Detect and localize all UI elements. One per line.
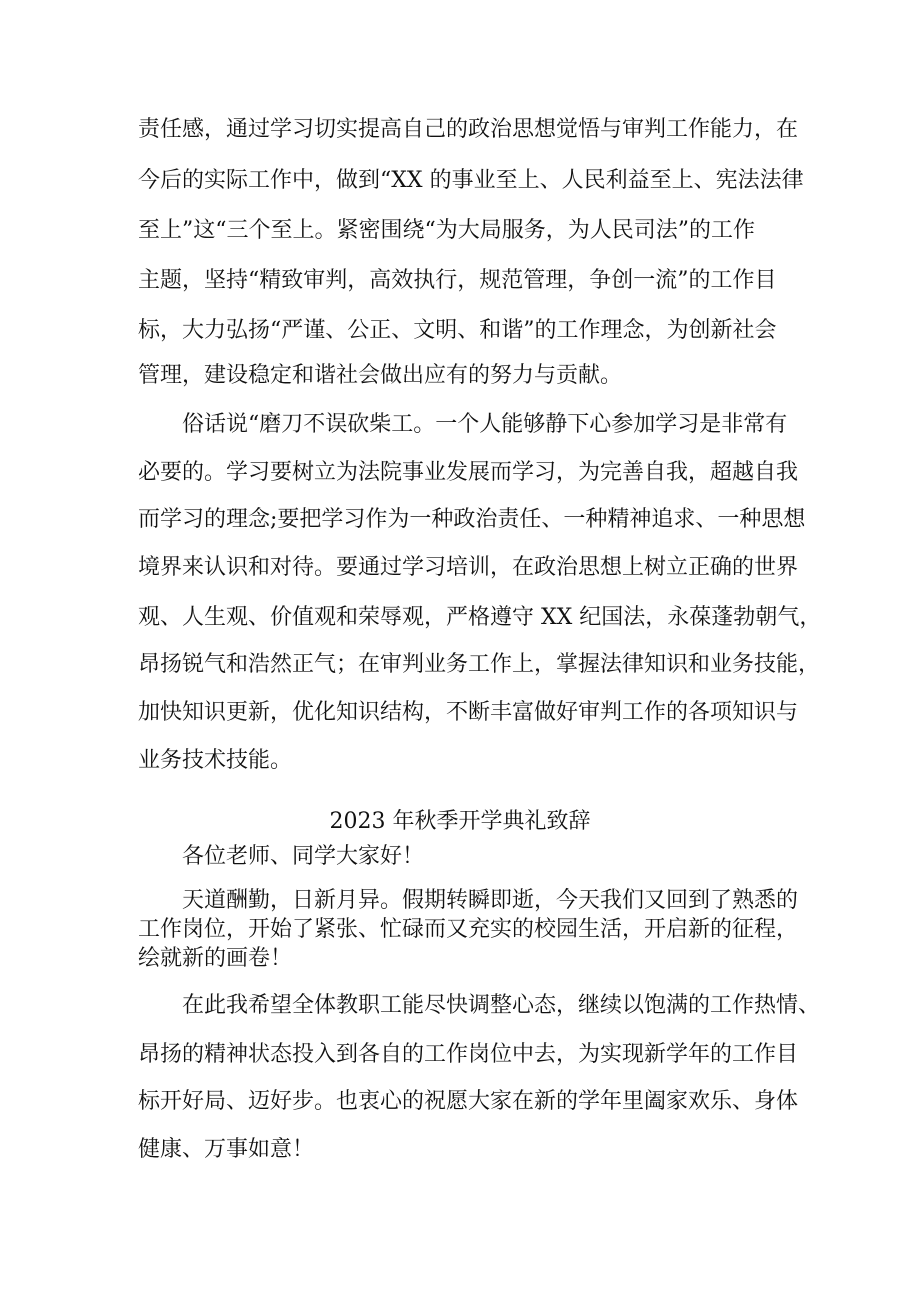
speech-title: 2023 年秋季开学典礼致辞 — [329, 809, 591, 834]
body-text-line: 必要的。学习要树立为法院事业发展而学习，为完善自我，超越自我 — [138, 460, 799, 485]
speech-text-line: 在此我希望全体教职工能尽快调整心态，继续以饱满的工作热情、 — [138, 993, 821, 1018]
speech-text-line: 工作岗位，开始了紧张、忙碌而又充实的校园生活，开启新的征程， — [138, 917, 799, 942]
speech-text-line: 标开好局、迈好步。也衷心的祝愿大家在新的学年里阖家欢乐、身体 — [138, 1089, 799, 1114]
body-text-line: 标，大力弘扬“严谨、公正、文明、和谐”的工作理念，为创新社会 — [138, 318, 777, 343]
speech-greeting: 各位老师、同学大家好！ — [138, 844, 425, 869]
speech-text-line: 健康、万事如意！ — [138, 1137, 315, 1162]
body-text-line: 昂扬锐气和浩然正气；在审判业务工作上，掌握法律知识和业务技能， — [138, 652, 821, 677]
body-text-line: 主题，坚持“精致审判，高效执行，规范管理，争创一流”的工作目 — [138, 268, 777, 293]
body-text-line: 而学习的理念;要把学习作为一种政治责任、一种精神追求、一种思想 — [138, 507, 806, 532]
body-text-line: 今后的实际工作中，做到“XX 的事业至上、人民利益至上、宪法法律 — [138, 168, 804, 193]
speech-text-line: 昂扬的精神状态投入到各自的工作岗位中去，为实现新学年的工作目 — [138, 1042, 799, 1067]
body-text-line: 责任感，通过学习切实提高自己的政治思想觉悟与审判工作能力，在 — [138, 117, 799, 142]
speech-text-line: 绘就新的画卷！ — [138, 946, 293, 971]
body-text-line: 观、人生观、价值观和荣辱观，严格遵守 XX 纪国法，永葆蓬勃朝气， — [138, 605, 822, 630]
body-text-line: 至上”这“三个至上。紧密围绕“为大局服务，为人民司法”的工作 — [138, 218, 755, 243]
body-text-line: 俗话说“磨刀不误砍柴工。一个人能够静下心参加学习是非常有 — [138, 412, 788, 437]
body-text-line: 加快知识更新，优化知识结构，不断丰富做好审判工作的各项知识与 — [138, 700, 799, 725]
body-text-line: 业务技术技能。 — [138, 748, 293, 773]
body-text-line: 管理，建设稳定和谐社会做出应有的努力与贡献。 — [138, 363, 623, 388]
speech-text-line: 天道酬勤，日新月异。假期转瞬即逝，今天我们又回到了熟悉的 — [138, 888, 799, 913]
body-text-line: 境界来认识和对待。要通过学习培训，在政治思想上树立正确的世界 — [138, 555, 799, 580]
